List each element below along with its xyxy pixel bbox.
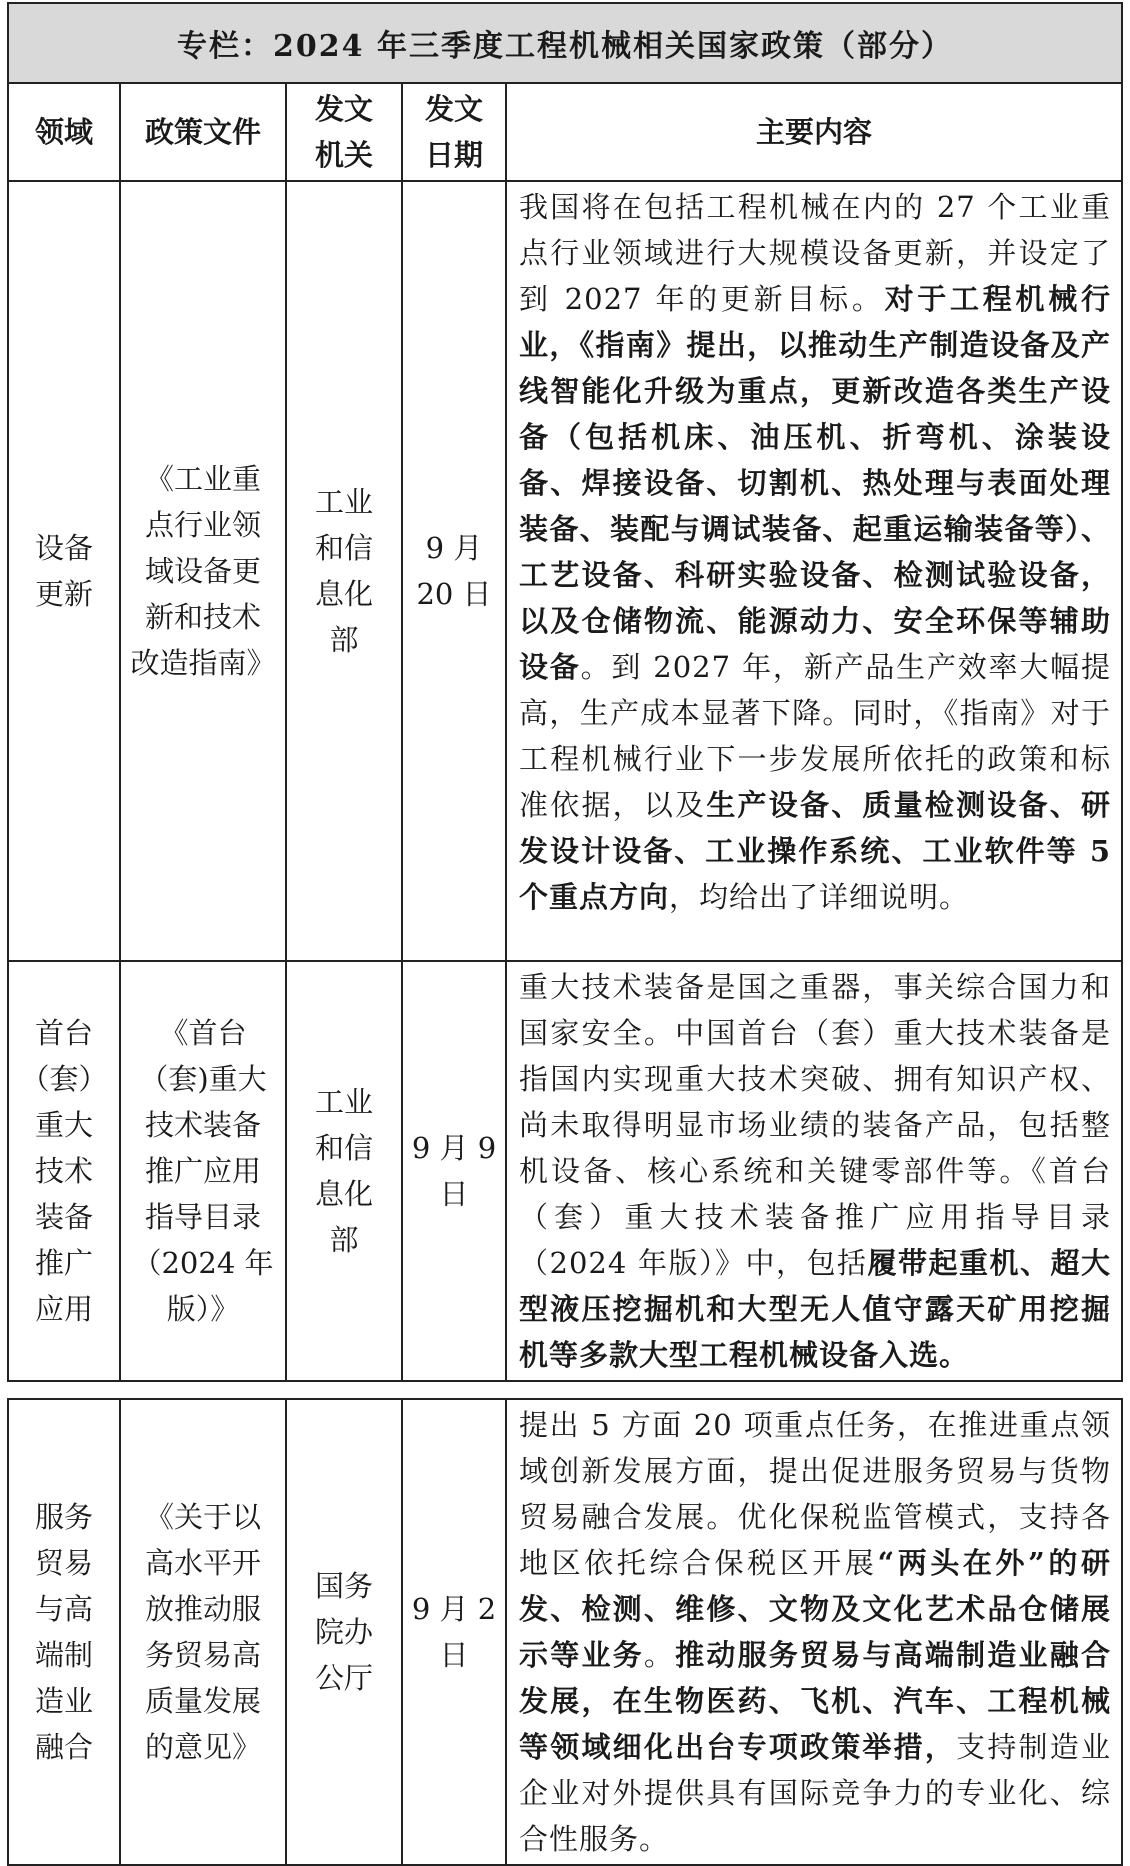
row-doc: 《工业重 点行业领 域设备更 新和技术 改造指南》 <box>120 181 286 961</box>
content-bold-text: 履带起重机、超大型液压挖掘机和大型无人值守露天矿用挖掘机等多款大型工程机械设备入选。 <box>519 1246 1111 1372</box>
row-doc: 《关于以 高水平开 放推动服 务贸易高 质量发展 的意见》 <box>120 1399 286 1865</box>
header-field: 领域 <box>8 83 120 181</box>
header-date: 发文 日期 <box>402 83 506 181</box>
header-doc: 政策文件 <box>120 83 286 181</box>
row-issuer: 工业 和信 息化 部 <box>286 961 402 1381</box>
row-field: 设备 更新 <box>8 181 120 961</box>
row-doc: 《首台 （套)重大 技术装备 推广应用 指导目录 （2024 年 版）》 <box>120 961 286 1381</box>
content-bold-text: 生产设备、质量检测设备、研发设计设备、工业操作系统、工业软件等 5 个重点方向 <box>519 788 1111 914</box>
header-row <box>8 83 1122 181</box>
policy-table-part1 <box>7 2 1123 1382</box>
header-content: 主要内容 <box>506 83 1122 181</box>
row-date: 9 月 9 日 <box>402 961 506 1381</box>
row-date: 9 月 2 日 <box>402 1399 506 1865</box>
row-field: 首台 （套） 重大 技术 装备 推广 应用 <box>8 961 120 1381</box>
content-text: 重大技术装备是国之重器，事关综合国力和国家安全。中国首台（套）重大技术装备是指国内实现重大技术突破、拥有知识产权、尚未取得明显市场业绩的装备产品，包括整机设备、核心系统和关键零部件等。《首台（套）重大技术装备推广应用指导目录（2024 年版）》中，包括 <box>519 970 1111 1280</box>
content-bold-text: “两头在外”的研发、检测、维修、文物及文化艺术品仓储展示等业务 <box>519 1546 1111 1672</box>
policy-table-part2 <box>7 1398 1123 1866</box>
row-content <box>506 961 1122 1381</box>
table-row <box>8 1399 1122 1865</box>
content-text: 。 <box>643 1638 676 1672</box>
content-text: 我国将在包括工程机械在内的 27 个工业重点行业领域进行大规模设备更新，并设定了到 2027 年的更新目标。 <box>519 190 1111 316</box>
content-text: ，均给出了详细说明。 <box>669 880 970 914</box>
row-issuer: 工业 和信 息化 部 <box>286 181 402 961</box>
row-content <box>506 181 1122 961</box>
table-title: 专栏：2024 年三季度工程机械相关国家政策（部分） <box>8 3 1122 83</box>
content-bold-text: 推动服务贸易与高端制造业融合发展，在生物医药、飞机、汽车、工程机械等领域细化出台专项政策举措， <box>519 1638 1111 1764</box>
row-content <box>506 1399 1122 1865</box>
content-text: 提出 5 方面 20 项重点任务，在推进重点领域创新发展方面，提出促进服务贸易与货物贸易融合发展。优化保税监管模式，支持各地区依托综合保税区开展 <box>519 1408 1111 1580</box>
row-field: 服务 贸易 与高 端制 造业 融合 <box>8 1399 120 1865</box>
content-text: 支持制造业企业对外提供具有国际竞争力的专业化、综合性服务。 <box>519 1730 1111 1856</box>
row-issuer: 国务 院办 公厅 <box>286 1399 402 1865</box>
content-text: 。到 2027 年，新产品生产效率大幅提高，生产成本显著下降。同时，《指南》对于工程机械行业下一步发展所依托的政策和标准依据，以及 <box>519 650 1111 822</box>
table-row <box>8 961 1122 1381</box>
table-row <box>8 181 1122 961</box>
row-date: 9 月 20 日 <box>402 181 506 961</box>
content-bold-text: 对于工程机械行业，《指南》提出，以推动生产制造设备及产线智能化升级为重点，更新改造各类生产设备（包括机床、油压机、折弯机、涂装设备、焊接设备、切割机、热处理与表面处理装备、装配与调试装备、起重运输装备等）、工艺设备、科研实验设备、检测试验设备，以及仓储物流、能源动力、安全环保等辅助设备 <box>519 282 1111 684</box>
header-issuer: 发文 机关 <box>286 83 402 181</box>
